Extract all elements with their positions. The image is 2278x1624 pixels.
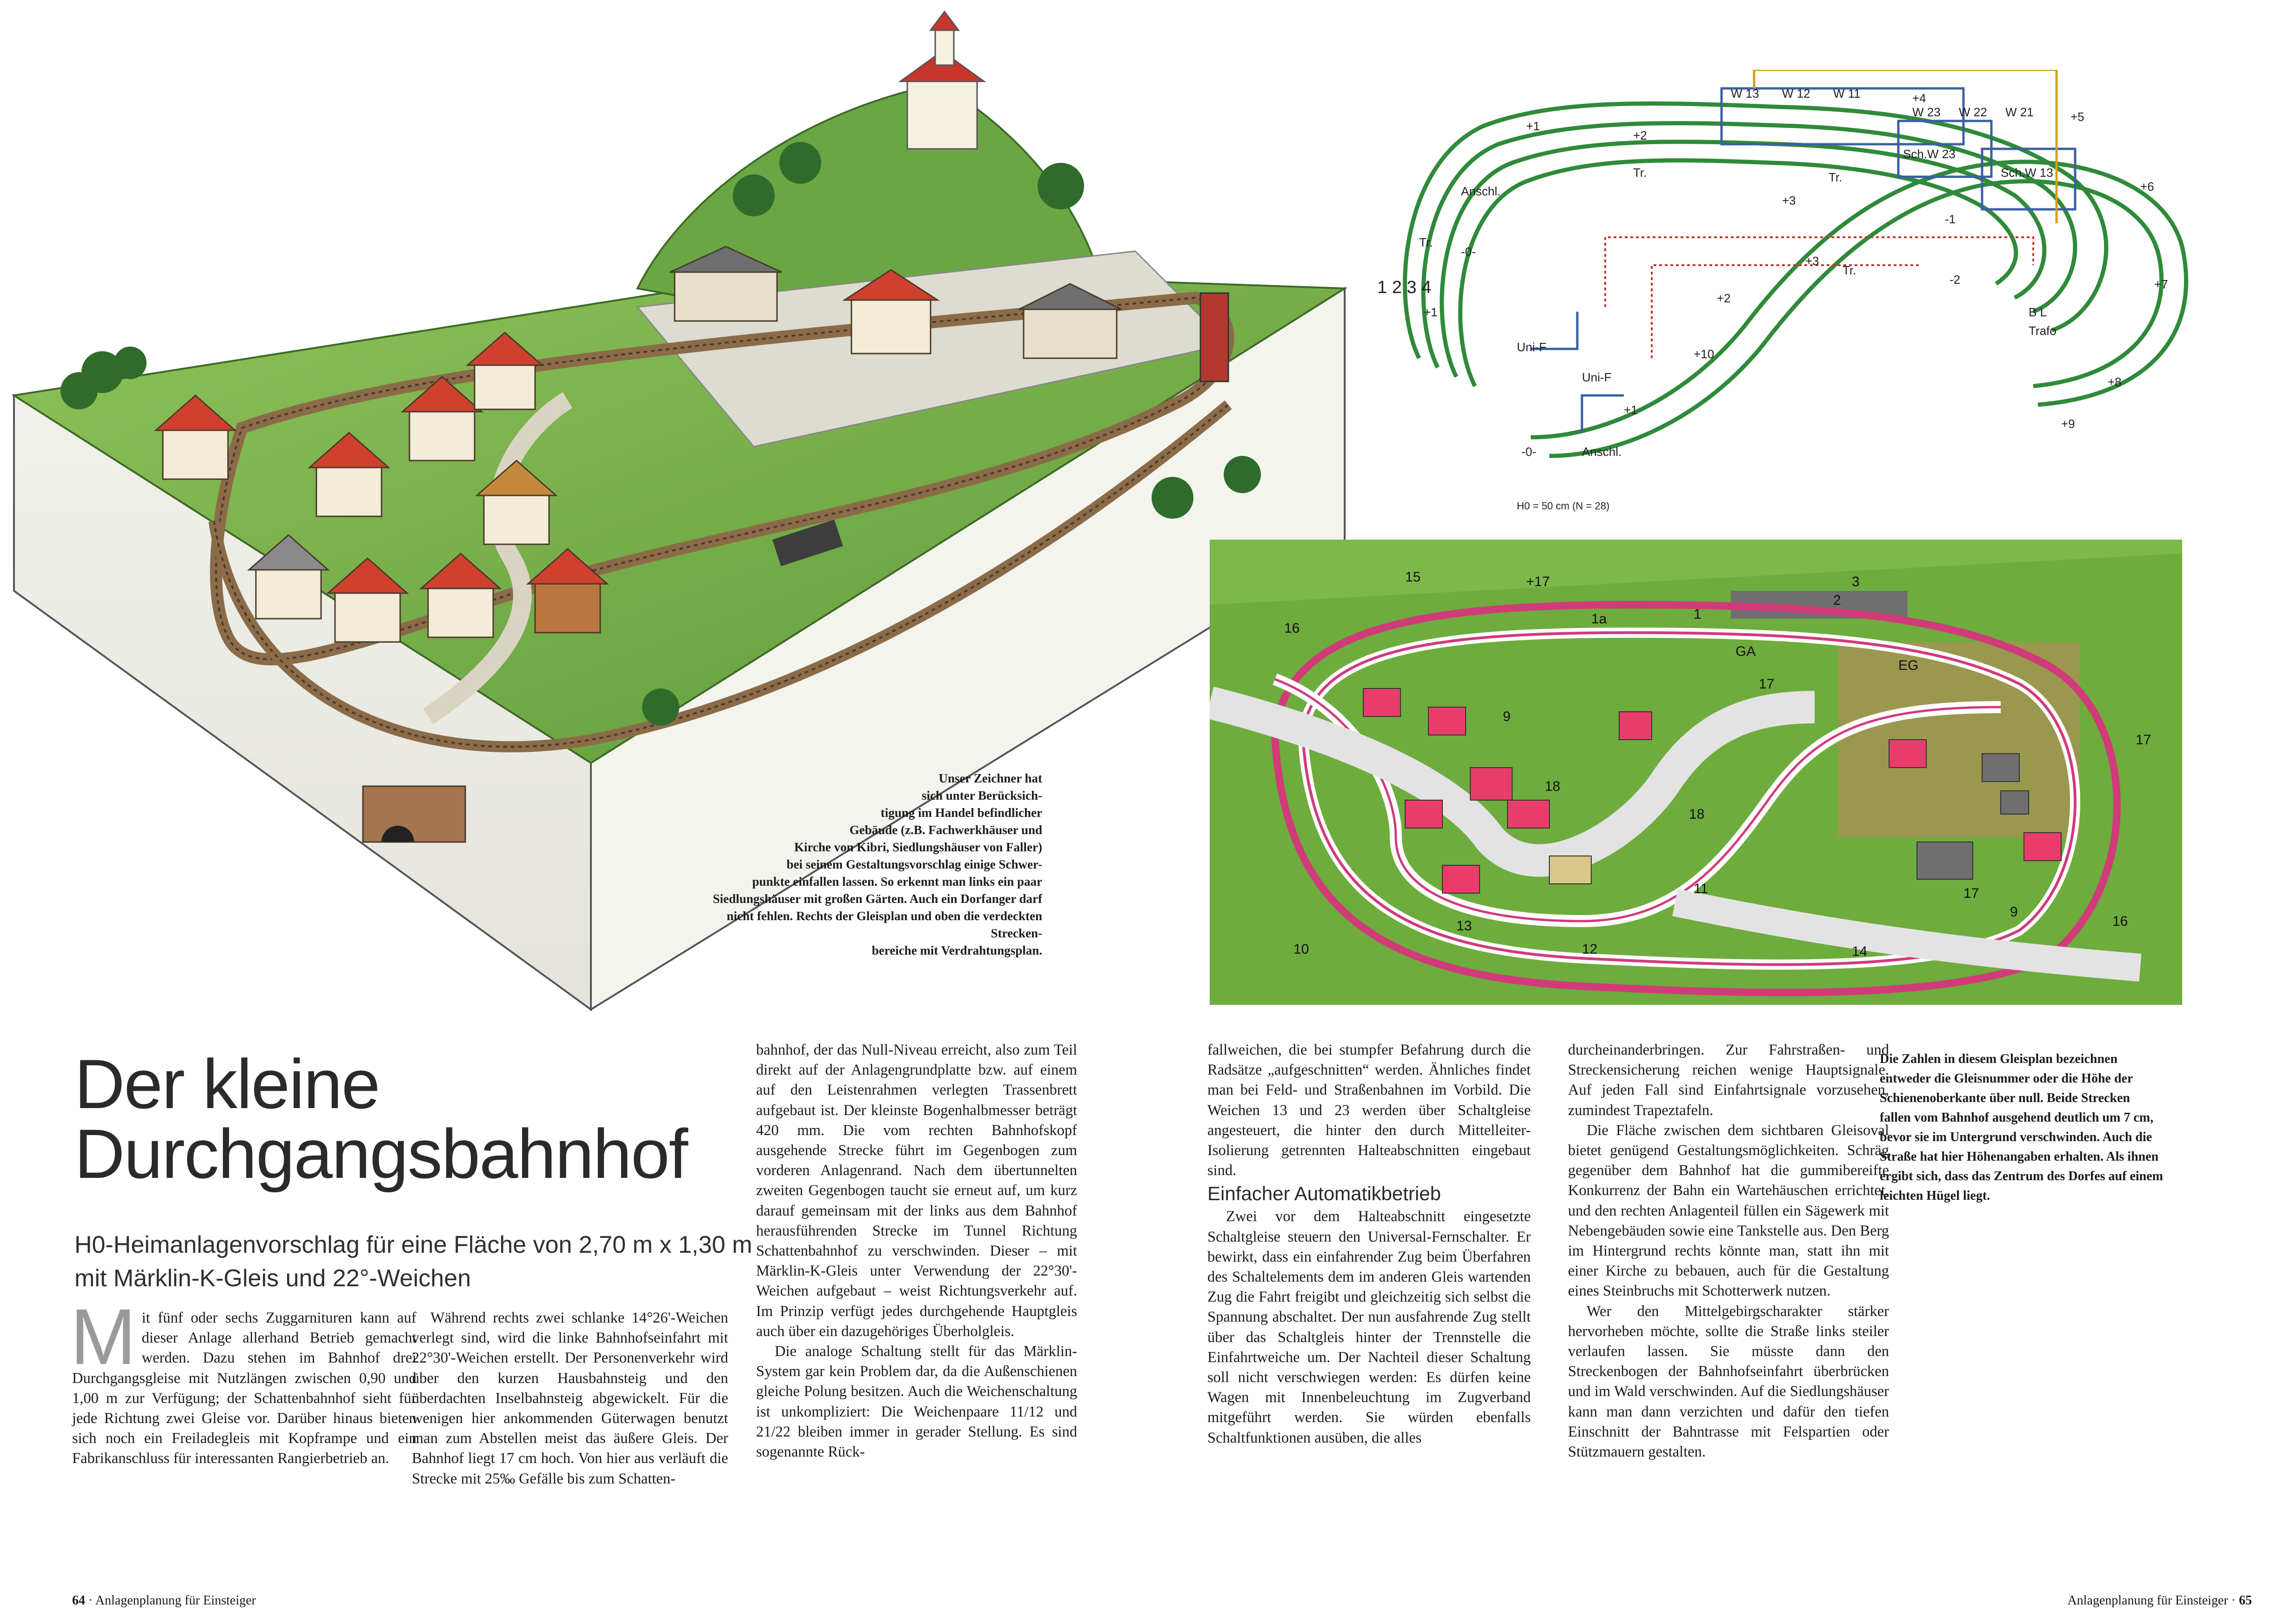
footer-section: Anlagenplanung für Einsteiger · [2067, 1593, 2236, 1608]
height-label: +4 [1912, 91, 1926, 105]
caption-line: sich unter Berücksich- [921, 789, 1042, 802]
paragraph: durcheinanderbringen. Zur Fahrstraßen- und Streckensicherung reichen wenige Hauptsignale. Auf jeden Fall sind Einfahrtsignale vorzusehen, zumindest Trapeztafeln. [1568, 1042, 1889, 1119]
illustration-caption [698, 770, 1042, 959]
page-number: 64 [72, 1593, 85, 1608]
wiring-plan-diagram [1363, 70, 2259, 516]
track-label: EG [1898, 658, 1919, 673]
wiring-label: Anschl. [1461, 184, 1501, 198]
paragraph: Die Zahlen in diesem Gleisplan bezeichnen entweder die Gleisnummer oder die Höhe der Schienenoberkante über null. Beide Strecken fallen vom Bahnhof ausgehend deutlich um 7 cm, bevor sie im Untergrund verschwinden. Auch die Straße hat hier Höhenangaben erhalten. Als ihnen ergibt sich, dass das Zentrum des Dorfes auf einem leichten Hügel liegt. [1880, 1052, 2163, 1203]
text-column-5 [1568, 1040, 1889, 1462]
caption-line: Kirche von Kibri, Siedlungshäuser von Faller) [794, 840, 1042, 854]
section-heading: Einfacher Automatikbetrieb [1207, 1183, 1441, 1205]
caption-line: Unser Zeichner hat [938, 771, 1042, 785]
height-label: +1 [1424, 305, 1438, 319]
wiring-label: Sch.W 23 [1903, 147, 1956, 161]
track-label: 11 [1694, 881, 1708, 896]
wiring-label: Anschl. [1582, 445, 1622, 459]
text-column-4 [1207, 1040, 1531, 1448]
wiring-label: H0 = 50 cm (N = 28) [1517, 500, 1610, 512]
footer-section: · Anlagenplanung für Einsteiger [88, 1593, 256, 1608]
height-label: +3 [1805, 254, 1819, 268]
height-label: +7 [2154, 277, 2168, 291]
wiring-label: W 22 [1959, 105, 1987, 119]
wiring-label: -0- [1521, 445, 1536, 459]
height-label: +8 [2108, 375, 2122, 389]
track-label: 3 [1852, 574, 1860, 589]
track-label: 12 [1582, 942, 1598, 957]
paragraph: fallweichen, die bei stumpfer Befahrung durch die Radsätze „aufgeschnitten“ werden. Ähnliches findet man bei Feld- und Straßenbahnen im Vorbild. Die Weichen 13 und 23 werden über Schaltgleise angesteuert, die hinter den durch Mittelleiter-Isolierung getrennten Halteabschnitten eingebaut sind. [1207, 1042, 1531, 1179]
caption-line: tigung im Handel befindlicher [880, 806, 1042, 820]
title-line: Durchgangsbahnhof [74, 1115, 688, 1193]
height-label: +6 [2140, 180, 2154, 194]
paragraph: Zwei vor dem Halteabschnitt eingesetzte Schaltgleise steuern den Universal-Fernschalter. Er bewirkt, dass ein einfahrender Zug beim Überfahren des Schaltelements dem im anderen Gleis wartenden Zug die Fahrt freigibt und gleichzeitig sich selbst die Spannung abschaltet. Der nun ausfahrende Zug stellt über das Schaltgleis hinter der Trennstelle die Einfahrtweiche um. Der Nachteil dieser Schaltung soll nicht verschwiegen werden: Es dürfen keine Wagen mit Innenbeleuchtung im Zugverband mitgeführt werden. Sie würden ebenfalls Schaltfunktionen ausüben, die alles [1207, 1208, 1531, 1446]
wiring-label: W 11 [1833, 87, 1861, 100]
caption-line: bereiche mit Verdrahtungsplan. [871, 943, 1042, 957]
paragraph: Die Fläche zwischen dem sichtbaren Gleisoval bietet genügend Gestaltungsmöglichkeiten. Schräg gegenüber dem Bahnhof hat die gummibereifte Konkurrenz der Bahn ein Wartehäuschen errichtet, und den rechten Anlagenteil füllen ein Sägewerk mit Nebengebäuden sowie eine Tankstelle aus. Den Berg im Hintergrund rechts könnte man, statt ihn mit einer Kirche zu bebauen, auch für die Gestaltung eines Steinbruchs mit Schotterwerk nutzen. [1568, 1122, 1889, 1300]
title-line: Der kleine [74, 1045, 380, 1123]
subtitle-line: mit Märklin-K-Gleis und 22°-Weichen [74, 1265, 471, 1292]
height-label: -2 [1950, 273, 1961, 287]
wiring-label: W 21 [2005, 105, 2034, 119]
track-label: 9 [2010, 904, 2018, 920]
page-number: 65 [2239, 1593, 2252, 1608]
text-column-1 [70, 1293, 416, 1469]
caption-line: Gebäude (z.B. Fachwerkhäuser und [849, 823, 1042, 837]
track-label: 18 [1689, 807, 1705, 822]
wiring-label: Tr. [1842, 263, 1856, 277]
track-label: 15 [1405, 569, 1421, 585]
track-plan-note [1880, 1049, 2164, 1206]
track-label: 13 [1456, 918, 1472, 934]
wiring-label: 1 2 3 4 [1377, 278, 1432, 297]
subtitle-line: H0-Heimanlagenvorschlag für eine Fläche von 2,70 m x 1,30 m [74, 1231, 752, 1258]
wiring-label: Tr. [1829, 170, 1842, 184]
wiring-label: Tr. [1419, 235, 1433, 249]
page-footer-right [1991, 1593, 2252, 1608]
paragraph: Während rechts zwei schlanke 14°26'-Weichen verlegt sind, wird die linke Bahnhofseinfahrt mit 22°30'-Weichen erstellt. Der Personenverkehr wird über den kurzen Hausbahnsteig und den überdachten Inselbahnsteig abgewickelt. Für die wenigen hier ankommenden Güterwagen benutzt man zum Abstellen meist das äußere Gleis. Der Bahnhof liegt 17 cm hoch. Von hier aus verläuft die Strecke mit 25‰ Gefälle bis zum Schatten- [412, 1310, 728, 1487]
layout-diorama-illustration [9, 9, 1349, 1014]
article-subtitle [74, 1228, 772, 1295]
track-label: 16 [2112, 914, 2128, 929]
wiring-label: Uni-F [1582, 370, 1612, 384]
caption-line: punkte einfallen lassen. So erkennt man links ein paar [752, 875, 1042, 889]
wiring-label: Tr. [1633, 166, 1647, 180]
wiring-label: -0- [1461, 245, 1476, 259]
track-label: GA [1735, 644, 1756, 659]
paragraph: Wer den Mittelgebirgscharakter stärker hervorheben möchte, sollte die Straße links steiler verlaufen lassen. Sie müsste dann den Streckenbogen der Bahnhofseinfahrt überbrücken und im Wald verschwinden. Auf die Siedlungshäuser kann man dann verzichten und dafür den tiefen Einschnitt der Bahntrasse mit Felspartien oder Stützmauern gestalten. [1568, 1303, 1889, 1461]
page-footer-left [72, 1593, 256, 1608]
track-label: 16 [1284, 621, 1300, 636]
wiring-label: Sch.W 13 [2001, 166, 2053, 180]
caption-line: bei seinem Gestaltungsvorschlag einige Schwer- [786, 857, 1042, 871]
height-label: +9 [2061, 417, 2075, 431]
caption-line: Siedlungshäuser mit großen Gärten. Auch ein Dorfanger darf [712, 892, 1042, 906]
track-plan-diagram [1210, 540, 2182, 1005]
track-label: 1a [1591, 611, 1607, 627]
caption-line: nicht fehlen. Rechts der Gleisplan und oben die verdeckten Strecken- [726, 909, 1042, 940]
paragraph [70, 1293, 416, 1469]
wiring-label: W 23 [1912, 105, 1941, 119]
track-label: 14 [1852, 944, 1868, 959]
wiring-label: W 12 [1782, 87, 1810, 100]
wiring-label: Trafo [2029, 324, 2057, 338]
height-label: +1 [1624, 403, 1638, 417]
article-title [74, 1045, 688, 1193]
paragraph: bahnhof, der das Null-Niveau erreicht, also zum Teil direkt auf der Anlagengrundplatte bzw. auf einem auf den Leistenrahmen verlegten Trassenbrett aufgebaut ist. Der kleinste Bogenhalbmesser beträgt 420 mm. Die vom rechten Bahnhofskopf ausgehende Strecke führt im Gegenbogen zum vorderen Anlagenrand. Nach dem übertunnelten zweiten Gegenbogen taucht sie erneut auf, um kurz darauf gemeinsam mit der links aus dem Bahnhof herausführenden Strecke im Tunnel Richtung Schattenbahnhof zu verschwinden. Dieser – mit Märklin-K-Gleis unter Verwendung der 22°30'-Weichen aufgebaut – weist Richtungsverkehr auf. Im Prinzip verfügt jedes durchgehende Hauptgleis auch über ein dazugehöriges Überholgleis. [756, 1042, 1077, 1340]
height-label: +1 [1526, 119, 1540, 133]
track-label: 18 [1545, 779, 1561, 794]
paragraph: Die analoge Schaltung stellt für das Märklin-System gar kein Problem dar, da die Außenschienen gleiche Polung besitzen. Auch die Weichenschaltung ist unkompliziert: Die Weichenpaare 11/12 und 21/22 bleiben immer in gerader Stellung. Es sind sogenannte Rück- [756, 1343, 1077, 1461]
track-label: 2 [1833, 593, 1841, 608]
track-label: 10 [1293, 942, 1309, 957]
track-label: 17 [1963, 886, 1979, 901]
wiring-label: Uni-F [1517, 340, 1547, 354]
height-label: +5 [2070, 110, 2084, 124]
track-label: 9 [1503, 709, 1511, 724]
track-label: 17 [2136, 732, 2151, 748]
wiring-label: B L [2029, 305, 2047, 319]
text-column-3 [756, 1040, 1077, 1462]
height-label: +2 [1633, 128, 1647, 142]
text-column-2 [412, 1308, 728, 1489]
wiring-label: W 13 [1731, 87, 1759, 100]
track-label: 17 [1759, 676, 1775, 692]
wiring-label: +10 [1694, 347, 1715, 361]
height-label: +2 [1717, 291, 1731, 305]
drop-cap: M [70, 1293, 136, 1381]
track-label: +17 [1526, 574, 1550, 589]
height-label: +3 [1782, 194, 1796, 207]
height-label: -1 [1945, 212, 1956, 226]
track-label: 1 [1694, 607, 1702, 622]
paragraph-text: it fünf oder sechs Zuggarnituren kann auf dieser Anlage allerhand Betrieb gemacht werden. Dazu stehen im Bahnhof drei Durchgangsgleise mit Nutzlängen zwischen 0,90 und 1,00 m zur Verfügung; der Schattenbahnhof sieht für jede Richtung zwei Gleise vor. Darüber hinaus bieten sich noch ein Freiladegleis mit Kopframpe und ein Fabrikanschluss für interessanten Rangierbetrieb an. [72, 1310, 416, 1467]
